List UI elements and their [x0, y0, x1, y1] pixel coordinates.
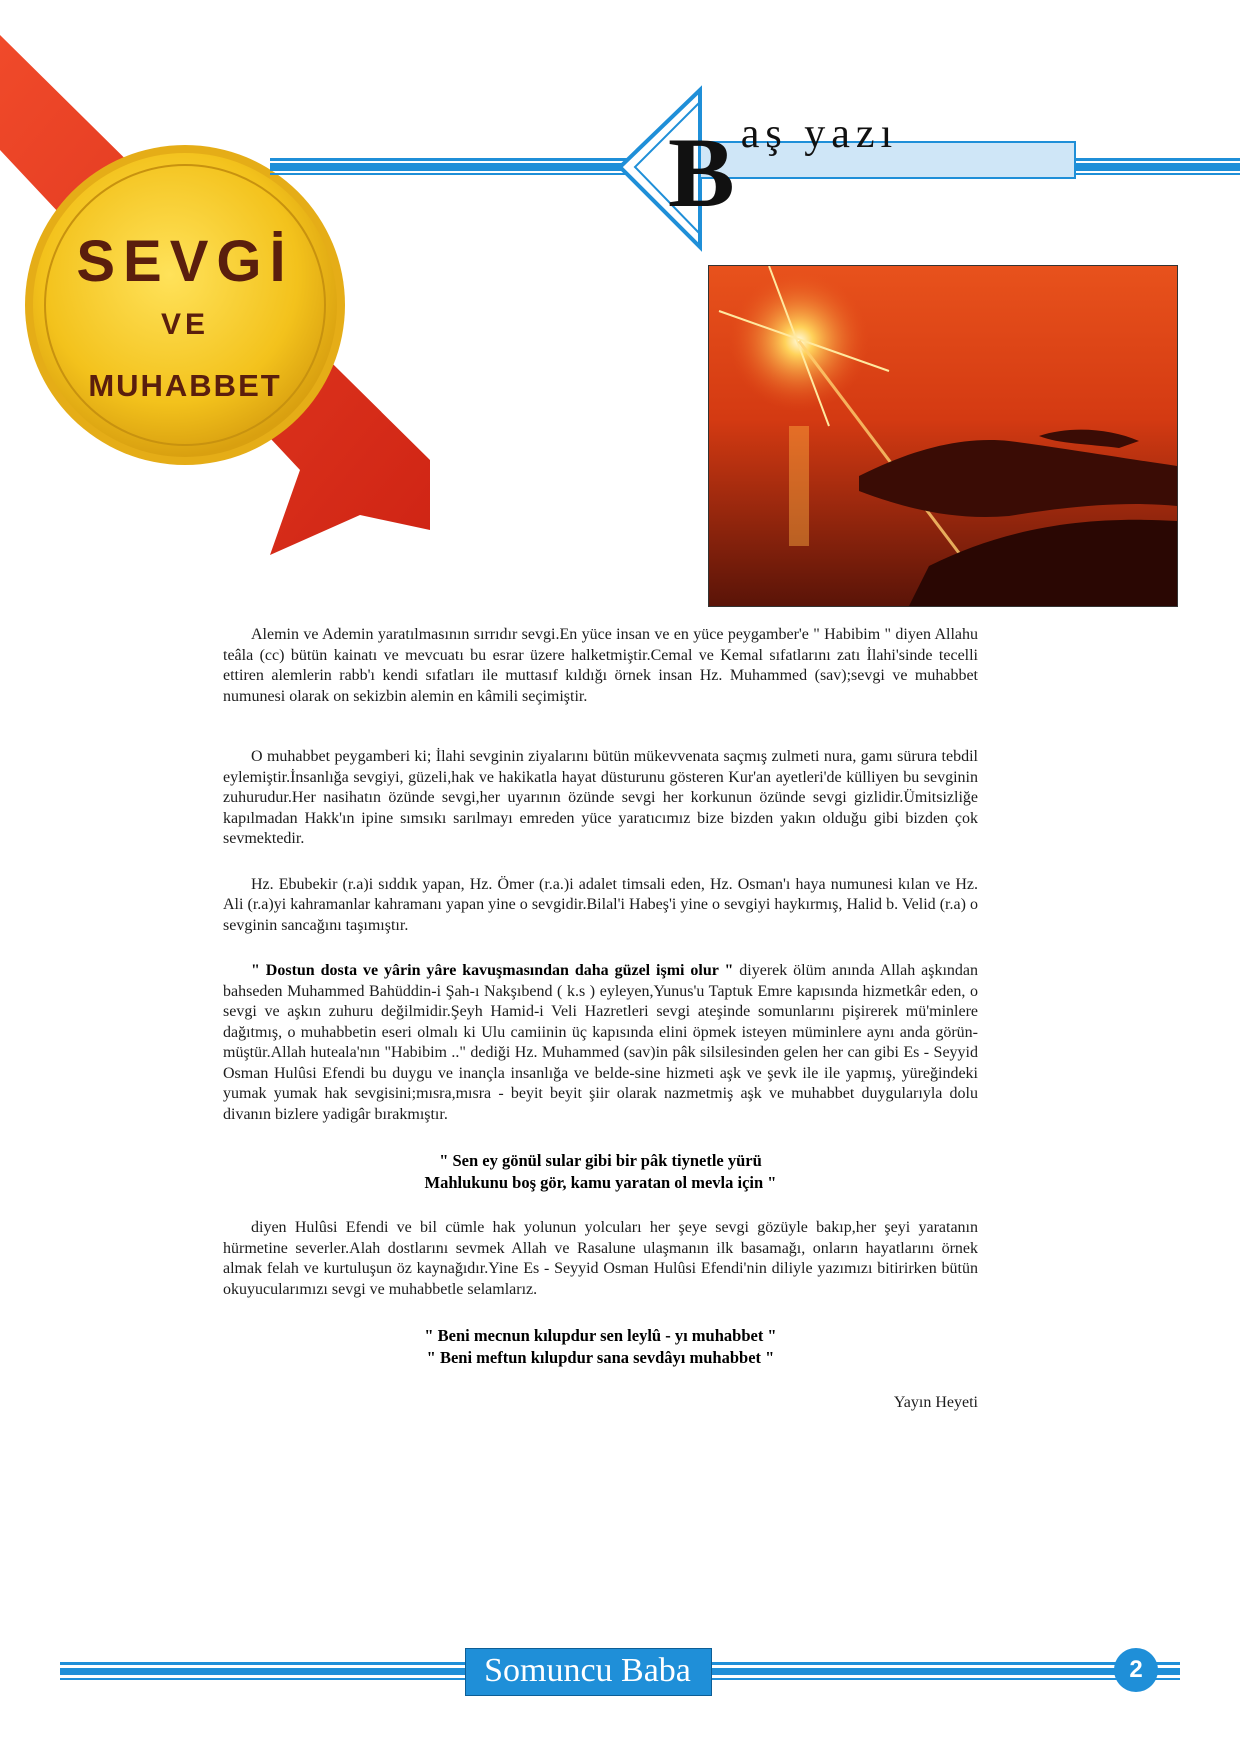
paragraph-4-text: diyerek ölüm anında Allah aşkından bahseden Muhammed Bahüddin-i Şah-ı Nakşıbend ( k.s ) eyleyen,Yunus'u Taptuk Emre kapısında hizmetkâr eden, o sevgi ve aşkın zuhuru değilmidir.Şeyh Hamid-i Veli Hazretleri sevgi ateşinde somunlarını pişirerek mü'minlere dağıtmış, o muhabbetin eseri olmalı ki Ulu camiinin üç kapısında elini öpmek isteyen müminlere aynı anda görün-müştür.Allah huteala'nın "Habibim .." dediği Hz. Muhammed (sav)in pâk silsilesinden gelen her can gibi Es - Seyyid Osman Hulûsi Efendi bu duygu ve inançla insanlığa ve belde-sine hizmeti aşk ve şevk ile ile yapmış, yüreğindeki yumak yumak hak sevgisini;mısra,mısra - beyit beyit şiir olarak nazmetmiş aşk ve muhabbet duygularıyla dolu divanın bizlere yadigâr bırakmıştır.: [223, 962, 979, 1123]
verse-2: [223, 1325, 978, 1369]
verse-1: [223, 1150, 978, 1194]
paragraph-1: Alemin ve Ademin yaratılmasının sırrıdır sevgi.En yüce insan ve en yüce peygamber'e " Habibim " diyen Allahu teâla (cc) bütün kainatı ve mevcuatı bu esrar üzere halketmiştir.Cemal ve Kemal sıfatlarını zatı İlahi'sinde tecelli ettiren alemlerin rabb'ı kendi sıfatları ile muttasıf kıldığı örnek insan Hz. Muhammed (sav);sevgi ve muhabbet numunesi olarak on sekizbin alemin en kâmili seçimiştir.: [223, 626, 978, 705]
verse-2-line-2: " Beni meftun kılupdur sana sevdâyı muhabbet ": [426, 1348, 775, 1367]
section-title-rest: aş yazı: [740, 111, 899, 157]
section-title: [668, 111, 899, 228]
paragraph-3: Hz. Ebubekir (r.a)i sıddık yapan, Hz. Ömer (r.a.)i adalet timsali eden, Hz. Osman'ı haya numunesi kılan ve Hz. Ali (r.a)yi kahramanlar kahramanı yapan yine o sevgidir.Bilal'i Habeş'i yine o sevgiyi haykırmış, Halid b. Velid (r.a) o sevginin sancağını taşımıştır.: [223, 875, 978, 934]
paragraph-5: diyen Hulûsi Efendi ve bil cümle hak yolunun yolcuları her şeye sevgi gözüyle bakıp,her şeyi yaratanın hürmetine severler.Alah dostlarını sevmek Allah ve Rasalune ulaşmanın ilk basamağı, onların hayatlarını örnek almak felah ve kurtuluşun öz kaynağıdır.Yine Es - Seyyid Osman Hulûsi Efendi'nin diliyle yazımızı bitirirken bütün okuyucularımızı sevgi ve muhabbetle selamlarız.: [223, 1219, 978, 1298]
seal-title: SEVGİ: [76, 229, 294, 294]
paragraph-2: O muhabbet peygamberi ki; İlahi sevginin ziyalarını bütün mükevvenata saçmış zulmeti nura, gamı sürura tebdil eylemiştir.İnsanlığa sevgiyi, güzeli,hak ve hakikatla hayat düsturunu gösteren Kur'an ayetleri'de külliyen bu sevginin zuhurudur.Her nasihatın özünde sevgi,her uyarının özünde sevgi her korkunun özünde sevgi gizlidir.Ümitsizliğe kapılmadan Hakk'ın ipine sımsıkı sarılmayı emreden yüce yaratıcımız bize bizden yakın olduğu gibi bizden çok sevmektedir.: [223, 748, 978, 847]
signature: Yayın Heyeti: [893, 1394, 978, 1411]
verse-2-line-1: " Beni mecnun kılupdur sen leylû - yı muhabbet ": [424, 1326, 777, 1345]
paragraph-4: [223, 961, 978, 1125]
verse-1-line-2: Mahlukunu boş gör, kamu yaratan ol mevla için ": [424, 1173, 777, 1192]
gold-seal: [20, 140, 350, 470]
section-title-initial: B: [668, 117, 735, 228]
article-body: [223, 625, 978, 1414]
page-number: 2: [1114, 1648, 1158, 1692]
quote-bold: " Dostun dosta ve yârin yâre kavuşmasından daha güzel işmi olur ": [251, 962, 734, 979]
seal-conjunction: VE: [160, 308, 210, 341]
magazine-name: Somuncu Baba: [484, 1652, 691, 1689]
seal-subtitle: MUHABBET: [88, 368, 282, 403]
verse-1-line-1: " Sen ey gönül sular gibi bir pâk tiynetle yürü: [439, 1151, 762, 1170]
sunset-photo: [708, 265, 1178, 607]
